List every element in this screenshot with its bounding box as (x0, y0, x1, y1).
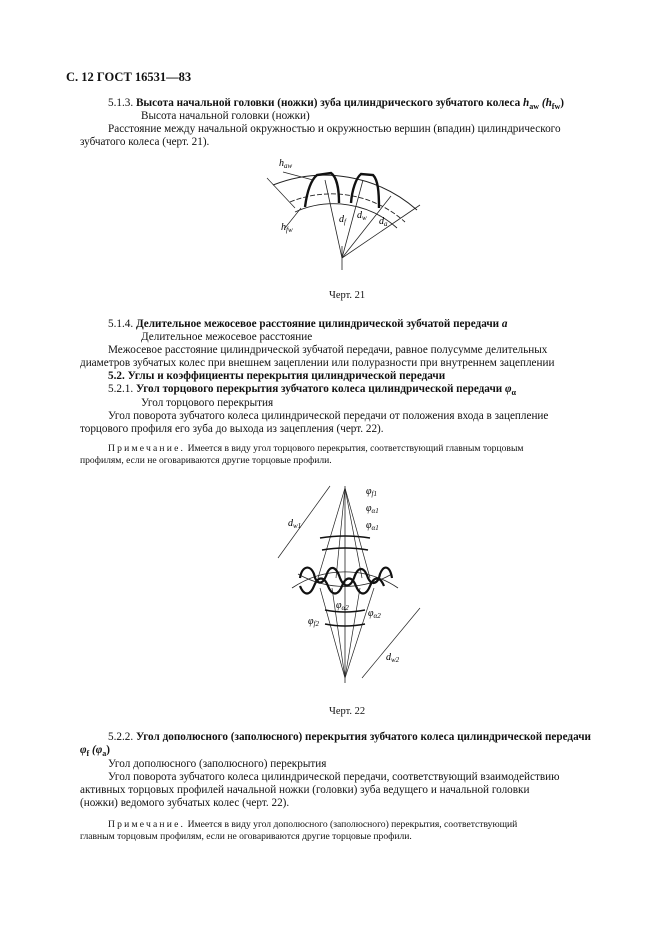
definition-line: торцового профиля его зуба до выхода из зацепления (черт. 22). (80, 423, 384, 435)
figure-21-gear-diagram (255, 150, 435, 270)
section-5-1-4-heading (108, 318, 508, 331)
radius-line (345, 488, 362, 578)
term: Угол торцового перекрытия (141, 397, 274, 409)
figure-22-caption: Черт. 22 (329, 706, 366, 717)
note-label: Примечание. (108, 443, 186, 454)
symbol-paren-sub: a (102, 749, 107, 759)
figure-21-caption: Черт. 21 (329, 290, 366, 301)
symbol-sub: f (86, 749, 90, 759)
definition-line: диаметров зубчатых колес при внешнем зацеплении или полуразности при внутреннем зацеплении (80, 357, 555, 369)
symbol: φ (80, 744, 87, 756)
label-dw2: $d_{w2}$ (386, 652, 400, 664)
section-number: 5.1.3. (108, 97, 134, 109)
section-title: Углы и коэффициенты перекрытия цилиндрической передачи (127, 370, 446, 382)
section-number: 5.2.2. (108, 731, 134, 743)
section-number: 5.1.4. (108, 318, 134, 330)
section-5-2-2-symbol (80, 744, 110, 760)
radius-line (345, 588, 360, 678)
label-dw: $d_w$ (357, 210, 367, 222)
figure-22-meshing-diagram (270, 478, 440, 693)
section-number: 5.2. (108, 370, 125, 382)
symbol-paren-sub: fw (551, 102, 561, 112)
definition-line: Межосевое расстояние цилиндрической зубчатой передачи, равное полусумме делительных (108, 344, 548, 356)
section-number: 5.2.1. (108, 383, 134, 395)
note-line: профилям, если не оговариваются другие торцовые профили. (80, 455, 332, 466)
symbol-paren: (φ (92, 744, 103, 756)
note-text: Имеется в виду угол дополюсного (заполюсного) перекрытия, соответствующий (187, 819, 518, 830)
note-line (108, 819, 517, 831)
symbol: a (501, 318, 508, 330)
radius-line (342, 205, 420, 258)
section-title: Высота начальной головки (ножки) зуба цилиндрического зубчатого колеса (135, 97, 521, 109)
label-phi-a2: $\varphi_{\alpha 2}$ (336, 600, 349, 612)
gear-tooth (305, 173, 339, 207)
term: Делительное межосевое расстояние (141, 331, 313, 343)
section-title: Делительное межосевое расстояние цилиндрической зубчатой передачи (135, 318, 500, 330)
term: Угол дополюсного (заполюсного) перекрытия (108, 758, 327, 770)
term: Высота начальной головки (ножки) (141, 110, 310, 122)
radius-line (345, 588, 374, 678)
definition-line: Расстояние между начальной окружностью и окружностью вершин (впадин) цилиндрического (108, 123, 561, 135)
tooth-profiles-upper (300, 568, 392, 586)
section-title: Угол дополюсного (заполюсного) перекрытия зубчатого колеса цилиндрической передачи (135, 731, 591, 743)
symbol-paren: (h (541, 97, 552, 109)
label-phi-f1: $\varphi_{f1}$ (366, 486, 377, 498)
dimension-line-dw1 (278, 486, 330, 558)
definition-line: Угол поворота зубчатого колеса цилиндрической передачи, соответствующий взаимодействию (108, 771, 560, 783)
label-dw1: $d_{w1}$ (288, 518, 302, 530)
note-line (108, 443, 523, 455)
label-phi-a1: $\varphi_{\alpha 1}$ (366, 520, 379, 532)
note-line: главным торцовым профилям, если не оговариваются другие торцовые профили. (80, 831, 412, 842)
symbol: h (523, 97, 530, 109)
definition-line: (ножки) ведомого зубчатых колес (черт. 22). (80, 797, 290, 809)
definition-line: активных торцовых профилей начальной ножки (головки) зуба ведущего и начальной головки (80, 784, 530, 796)
label-hfw: $h_{fw}$ (281, 222, 293, 234)
label-phi-a1: $\varphi_{\alpha 1}$ (366, 503, 379, 515)
note-text: Имеется в виду угол торцового перекрытия, соответствующий главным торцовым (187, 443, 524, 454)
radius-line (345, 488, 370, 578)
label-phi-f2: $\varphi_{f2}$ (308, 616, 319, 628)
leader-line (285, 208, 301, 228)
radius-line (318, 488, 345, 578)
definition-line: зубчатого колеса (черт. 21). (80, 136, 210, 148)
symbol-sub: aw (529, 102, 540, 112)
symbol-close: ) (560, 97, 564, 109)
page-header: С. 12 ГОСТ 16531—83 (66, 70, 192, 84)
section-title: Угол торцового перекрытия зубчатого колеса цилиндрической передачи (135, 383, 503, 395)
note-label: Примечание. (108, 819, 186, 830)
symbol-close: ) (106, 744, 111, 756)
definition-line: Угол поворота зубчатого колеса цилиндрической передачи от положения входа в зацепление (108, 410, 549, 422)
symbol-sub: α (511, 388, 517, 398)
label-da: $d_a$ (379, 216, 388, 228)
symbol: φ (505, 383, 512, 395)
label-df: $d_f$ (339, 214, 346, 226)
label-phi-a2: $\varphi_{\alpha 2}$ (368, 608, 381, 620)
section-5-2-2-heading (108, 731, 591, 744)
label-haw: $h_{aw}$ (279, 158, 293, 170)
section-5-2-heading (108, 370, 445, 383)
radius-line (336, 488, 345, 578)
